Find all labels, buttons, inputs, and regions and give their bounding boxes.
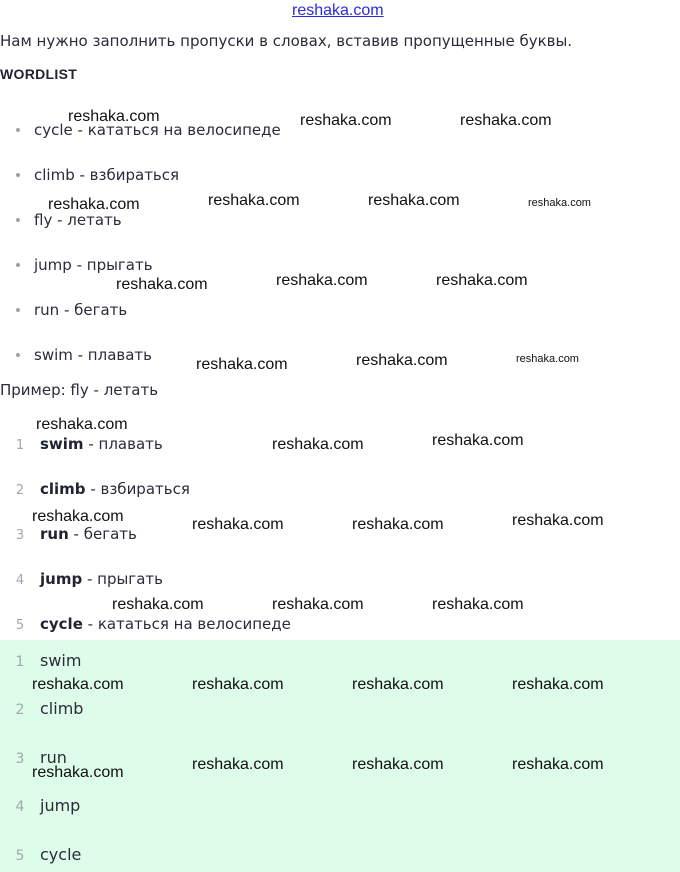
watermark: reshaka.com [192, 756, 284, 773]
answer-word: climb [40, 480, 86, 498]
answer-word: jump [40, 570, 83, 588]
answer-row [0, 525, 137, 543]
bullet-icon [16, 173, 20, 177]
final-answer-word: cycle [40, 845, 82, 864]
answer-number: 1 [15, 438, 25, 453]
final-answer-number: 2 [15, 702, 25, 718]
final-answer-word: jump [40, 796, 81, 815]
answer-row [0, 435, 163, 453]
watermark: reshaka.com [48, 196, 140, 213]
bullet-icon [16, 308, 20, 312]
watermark: reshaka.com [528, 197, 591, 209]
answer-translation: - плавать [83, 435, 163, 453]
final-answer-row [0, 699, 83, 718]
watermark: reshaka.com [192, 516, 284, 533]
watermark: reshaka.com [512, 512, 604, 529]
answer-translation: - взбираться [85, 480, 190, 498]
bullet-icon [16, 218, 20, 222]
wordlist-heading: WORDLIST [0, 66, 78, 82]
final-answer-number: 4 [15, 799, 25, 815]
watermark: reshaka.com [68, 108, 160, 125]
bullet-icon [16, 353, 20, 357]
watermark: reshaka.com [516, 353, 579, 365]
watermark: reshaka.com [352, 516, 444, 533]
watermark: reshaka.com [196, 356, 288, 373]
final-answer-number: 1 [15, 654, 25, 670]
wordlist-item: swim - плавать [16, 346, 152, 364]
watermark: reshaka.com [36, 416, 128, 433]
watermark: reshaka.com [460, 112, 552, 129]
task-instruction: Нам нужно заполнить пропуски в словах, вставив пропущенные буквы. [0, 32, 573, 50]
wordlist-item: run - бегать [16, 301, 127, 319]
watermark: reshaka.com [512, 676, 604, 693]
final-answer-row [0, 651, 81, 670]
final-answer-number: 5 [15, 848, 25, 864]
answer-row [0, 615, 291, 633]
watermark: reshaka.com [116, 276, 208, 293]
watermark: reshaka.com [352, 756, 444, 773]
site-link[interactable]: reshaka.com [292, 2, 384, 19]
answer-number: 3 [15, 528, 25, 543]
answer-number: 4 [15, 573, 25, 588]
watermark: reshaka.com [300, 112, 392, 129]
watermark: reshaka.com [192, 676, 284, 693]
answer-translation: - бегать [68, 525, 137, 543]
answer-translation: - прыгать [82, 570, 163, 588]
answer-word: cycle [40, 615, 83, 633]
watermark: reshaka.com [32, 508, 124, 525]
example-text: Пример: fly - летать [0, 381, 159, 399]
watermark: reshaka.com [436, 272, 528, 289]
answer-number: 2 [15, 483, 25, 498]
answer-number: 5 [15, 618, 25, 633]
wordlist-item: climb - взбираться [16, 166, 179, 184]
watermark: reshaka.com [112, 596, 204, 613]
watermark: reshaka.com [352, 676, 444, 693]
answer-translation: - кататься на велосипеде [82, 615, 291, 633]
answer-row [0, 480, 190, 498]
watermark: reshaka.com [276, 272, 368, 289]
final-answer-row [0, 796, 80, 815]
watermark: reshaka.com [432, 596, 524, 613]
watermark: reshaka.com [208, 192, 300, 209]
watermark: reshaka.com [32, 676, 124, 693]
final-answer-word: run [40, 748, 67, 767]
answer-row [0, 570, 163, 588]
wordlist-item: jump - прыгать [16, 256, 153, 274]
wordlist-item: cycle - кататься на велосипеде [16, 121, 281, 139]
bullet-icon [16, 263, 20, 267]
watermark: reshaka.com [272, 436, 364, 453]
watermark: reshaka.com [432, 432, 524, 449]
final-answer-row [0, 845, 81, 864]
wordlist-item: fly - летать [16, 211, 122, 229]
watermark: reshaka.com [356, 352, 448, 369]
answer-word: swim [40, 435, 84, 453]
answer-word: run [40, 525, 69, 543]
watermark: reshaka.com [272, 596, 364, 613]
final-answer-number: 3 [15, 751, 25, 767]
watermark: reshaka.com [512, 756, 604, 773]
watermark: reshaka.com [32, 764, 124, 781]
final-answer-word: climb [40, 699, 84, 718]
watermark: reshaka.com [368, 192, 460, 209]
bullet-icon [16, 128, 20, 132]
final-answer-word: swim [40, 651, 82, 670]
